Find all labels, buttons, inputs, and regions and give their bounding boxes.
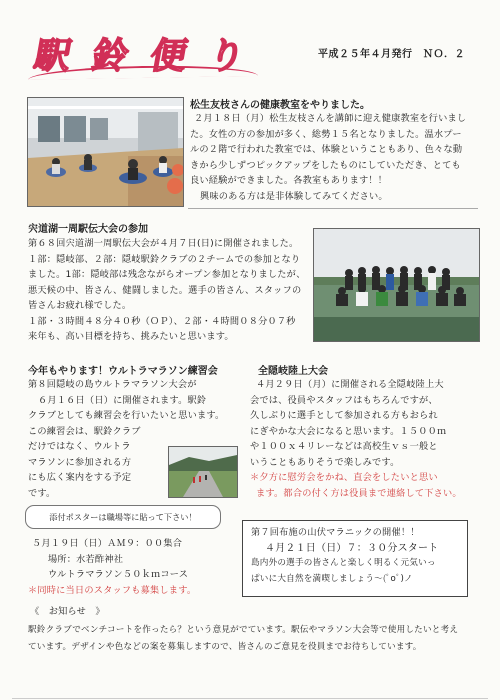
section3-line: マラソンに参加される方 (28, 456, 132, 468)
section4-line: いうこともありそうで楽しみです。 (250, 456, 400, 468)
practice-place: 場所：水若酢神社 (48, 553, 124, 565)
section1-line: ２月１８日（月）松生友枝さんを講師に迎え健康教室を行いまし (194, 113, 467, 124)
practice-course: ウルトラマラソン５０ｋｍコース (48, 569, 189, 580)
divider (188, 208, 478, 209)
section3-details (28, 536, 243, 598)
section1-body (190, 111, 480, 204)
gym-image (28, 98, 183, 206)
section2-heading: 宍道湖一周駅伝大会の参加 (28, 224, 148, 235)
road-image (169, 447, 237, 497)
section4-line: 会では、役員やスタッフはもちろんですが、 (250, 394, 438, 406)
section3-heading: 今年もやります！ウルトラマラソン練習会 (28, 366, 218, 377)
section4-line: にぎやかな大会になると思います。１５００ｍ (250, 425, 447, 437)
ekiden-team-photo (313, 228, 480, 342)
team-image (314, 229, 479, 341)
section1-line: ルの２階で行われた教室では、体験ということもあり、色々な動 (190, 144, 463, 155)
notice-body (28, 622, 488, 656)
section3-line: だけではなく、ウルトラ (28, 441, 131, 452)
staff-recruit-note: ＊同時に当日のスタッフも募集します。 (28, 584, 197, 596)
section3-line: ６月１６日（日）に開催されます。駅鈴 (38, 394, 207, 406)
section4-red-line: ます。都合の付く方は役員まで連絡して下さい。 (256, 487, 462, 499)
marathonic-heading: 第７回布施の山伏マラニックの開催！！ (251, 527, 420, 538)
section1-heading: 松生友枝さんの健康教室をやりました。 (190, 100, 370, 111)
section2-line: ました。1部：隠岐部は残念ながらオープン参加となりましたが、 (28, 269, 306, 280)
section2-line: 来年も、高い目標を持ち、挑みたいと思います。 (28, 331, 234, 342)
marathon-course-photo (168, 446, 238, 498)
section2-line: 悪天候の中、皆さん、健闘しました。選手の皆さん、スタッフの (28, 284, 302, 296)
bottom-rule (12, 698, 488, 699)
section1-line: 良い経験ができました。各教室もあります！！ (190, 175, 388, 186)
section2-body (28, 236, 313, 345)
section4-line: や１００ｘ４リレーなどは高校生ｖｓ一般と (250, 441, 438, 452)
marathonic-line: ぱいに大自然を満喫しましょう～(ﾟoﾟ)ノ (251, 573, 413, 584)
newsletter-title: 駅鈴便り (30, 36, 271, 77)
poster-note-box: 添付ポスターは職場等に貼って下さい！ (25, 505, 221, 529)
notice-line: ています。デザインや色などの案を募集しますので、皆さんのご意見を役員までお待ちしています。 (28, 642, 422, 652)
section4-heading: 全隠岐陸上大会 (258, 366, 328, 377)
notice-heading: 《 お知らせ 》 (30, 606, 105, 617)
marathonic-line: 島内外の選手の皆さんと楽しく明るく元気いっ (251, 558, 436, 568)
marathonic-time: ４月２１日（日）７：３０分スタート (265, 542, 439, 554)
section1-line: た。女性の方の参加が多く、総勢１５名となりました。温水プー (190, 128, 462, 140)
section3-line: にも広く案内をする予定 (28, 472, 132, 483)
notice-line: 駅鈴クラブでベンチコートを作ったら？という意見がでています。駅伝やマラソン大会等で使用したいと考え (28, 625, 459, 635)
section4-line: 久しぶりに選手として参加される方もおられ (250, 410, 438, 421)
section1-line: きから少しずつピックアップをしたものにしていただき、とても (190, 159, 461, 171)
section1-closing: 興味のある方は是非体験してみてください。 (200, 190, 388, 202)
practice-date: ５月１９日（日）ＡＭ９：００集合 (32, 538, 183, 549)
section3-line: クラブとしても練習会を行いたいと思います。 (28, 410, 225, 421)
section2-line: １部・３時間４８分４０秒（ＯＰ）、２部・４時間０８分０７秒 (28, 315, 296, 327)
issue-info: 平成２５年４月発行 ＮＯ．２ (318, 49, 465, 60)
health-class-photo (27, 97, 184, 207)
section3-line: この練習会は、駅鈴クラブ (28, 425, 141, 437)
section4-body (250, 377, 480, 501)
section4-line: ４月２９日（月）に開催される全隠岐陸上大 (256, 379, 444, 390)
marathonic-box (242, 520, 468, 597)
section4-red-line: ＊夕方に慰労会をかね、直会をしたいと思い (250, 472, 438, 483)
section3-line: です。 (28, 487, 56, 499)
section2-line: 皆さんお疲れ様でした。 (28, 300, 132, 311)
section2-line: 第６８回宍道湖一周駅伝大会が４月７日(日)に開催されました。 (28, 238, 299, 249)
section3-line: 第８回隠岐の島ウルトラマラソン大会が (28, 379, 197, 390)
section2-line: １部：隠岐部、２部：隠岐駅鈴クラブの２チームでの参加となり (28, 253, 301, 265)
